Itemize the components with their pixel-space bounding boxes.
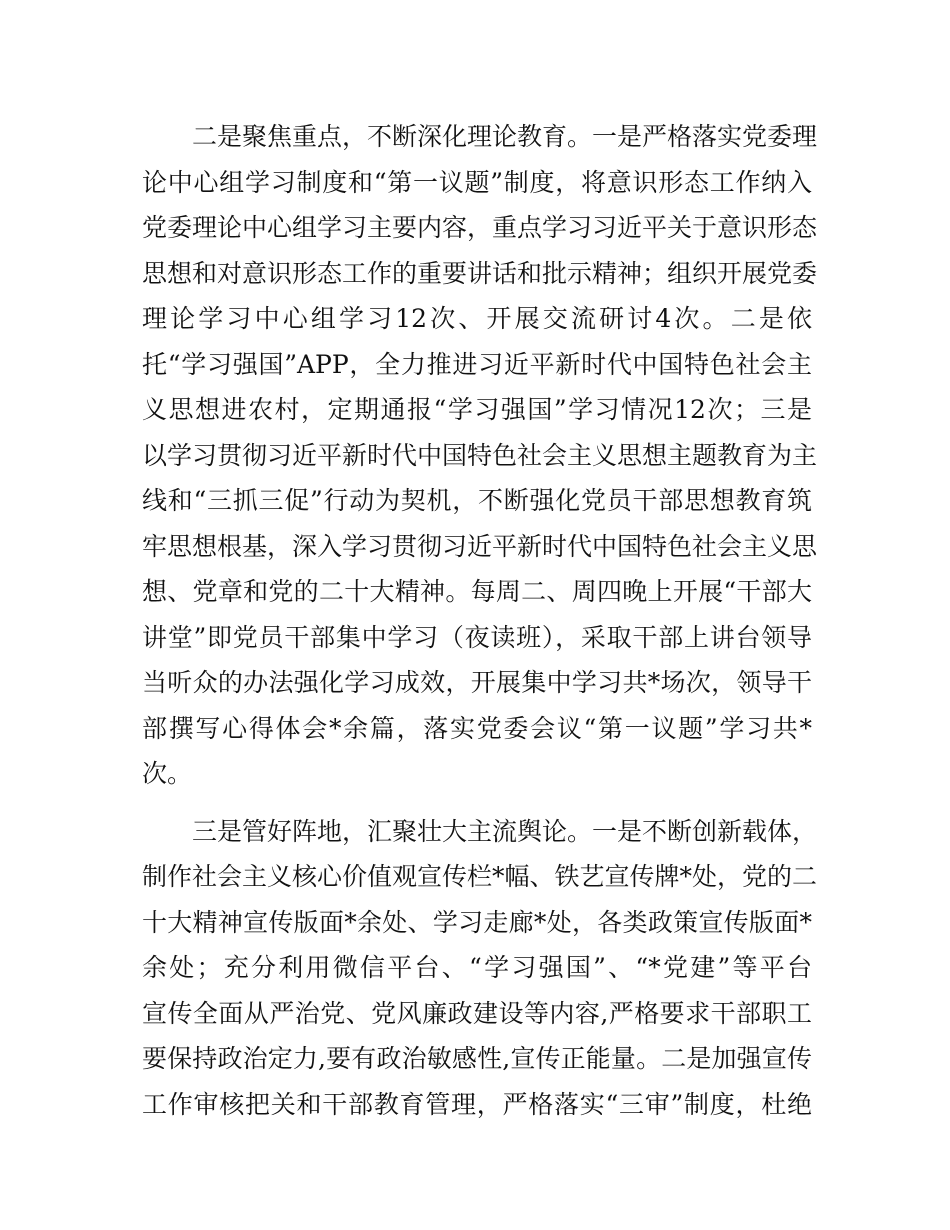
text-line: 十大精神宣传版面*余处、学习走廊*处，各类政策宣传版面* [142, 907, 812, 937]
text-line: 党委理论中心组学习主要内容，重点学习习近平关于意识形态 [142, 213, 818, 242]
paragraph-theory-education [142, 114, 818, 797]
text-line: 三是管好阵地，汇聚壮大主流舆论。一是不断创新载体， [142, 816, 818, 846]
text-line: 部撰写心得体会*余篇，落实党委会议“第一议题”学习共* [142, 713, 812, 743]
text-line: 牢思想根基，深入学习贯彻习近平新时代中国特色社会主义思 [142, 531, 818, 561]
paragraph-spacer [142, 797, 812, 809]
text-line: 宣传全面从严治党、党风廉政建设等内容,严格要求干部职工 [142, 998, 812, 1028]
text-line: 讲堂”即党员干部集中学习（夜读班），采取干部上讲台领导 [142, 622, 812, 652]
document-body [142, 114, 818, 1127]
text-line: 当听众的办法强化学习成效，开展集中学习共*场次，领导干 [142, 668, 812, 697]
text-line: 理论学习中心组学习12次、开展交流研讨4次。二是依 [142, 304, 812, 333]
text-line: 托“学习强国”APP，全力推进习近平新时代中国特色社会主 [142, 349, 812, 379]
text-line: 思想和对意识形态工作的重要讲话和批示精神；组织开展党委 [142, 258, 818, 288]
paragraph-public-opinion [142, 809, 818, 1128]
text-line: 要保持政治定力,要有政治敏感性,宣传正能量。二是加强宣传 [142, 1044, 812, 1073]
text-line: 想、党章和党的二十大精神。每周二、周四晚上开展“干部大 [142, 577, 812, 606]
text-line: 次。 [142, 759, 193, 788]
text-line: 论中心组学习制度和“第一议题”制度，将意识形态工作纳入 [142, 167, 812, 197]
text-line: 以学习贯彻习近平新时代中国特色社会主义思想主题教育为主 [142, 440, 818, 470]
text-line: 线和“三抓三促”行动为契机，不断强化党员干部思想教育筑 [142, 486, 812, 515]
text-line: 制作社会主义核心价值观宣传栏*幅、铁艺宣传牌*处，党的二 [142, 862, 818, 891]
text-line: 工作审核把关和干部教育管理，严格落实“三审”制度，杜绝 [142, 1089, 812, 1119]
text-line: 余处；充分利用微信平台、“学习强国”、“*党建”等平台 [142, 953, 813, 982]
text-line: 二是聚焦重点，不断深化理论教育。一是严格落实党委理 [142, 122, 818, 151]
text-line: 义思想进农村，定期通报“学习强国”学习情况12次；三是 [142, 395, 812, 424]
